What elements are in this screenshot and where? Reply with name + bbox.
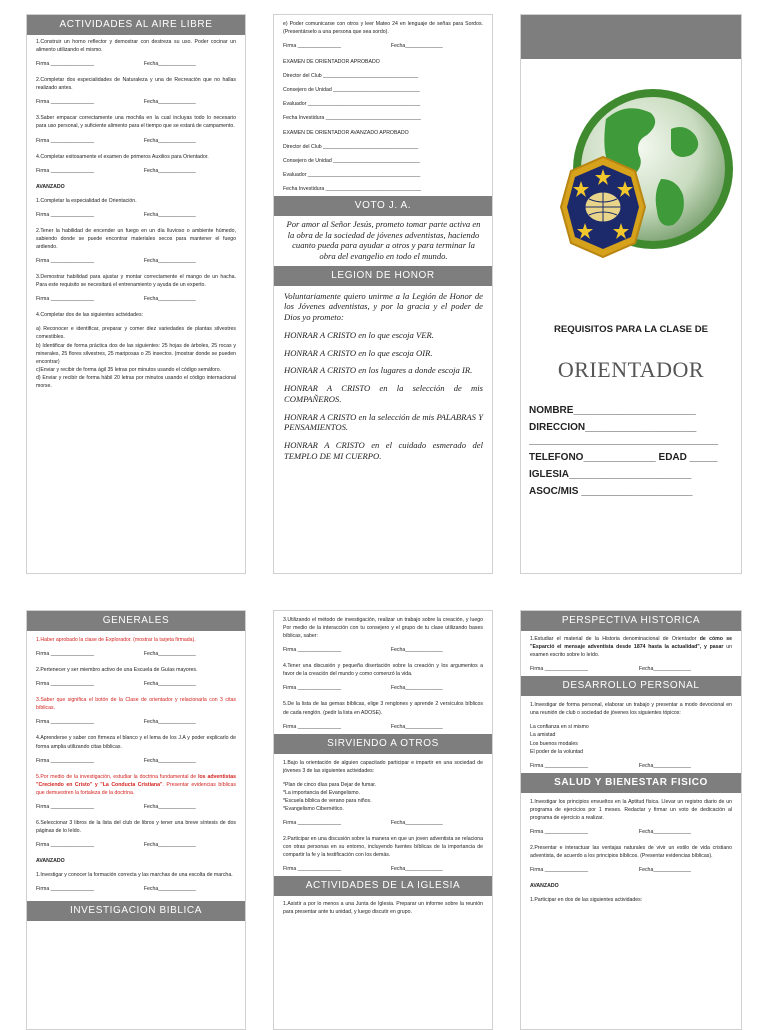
- voto-text: Por amor al Señor Jesús, prometo tomar parte activa en la obra de la sociedad de jóvenes adventistas, haciendo cuanto pueda para ayudar a otros y para terminar la obra del evangelio en todo el mundo.: [286, 218, 481, 262]
- adv-req-3: 3.Demostrar habilidad para ajustar y montar correctamente el mango de un hacha. Para este requisito se necesitará el entrenamiento y ayuda de un experto.: [36, 274, 236, 289]
- orientador-emblem: [521, 59, 742, 309]
- serv-req-1: 1.Bajo la orientación de alguien capacitado participar e impartir en una sociedad de jóvenes 3 de las siguientes actividades:: [283, 759, 483, 774]
- req-4: 4.Completar exitosamente el examen de primeros Auxilios para Orientador.: [36, 153, 209, 160]
- exam-advanced-approved: EXAMEN DE ORIENTADOR AVANZADO APROBADO: [283, 129, 409, 136]
- req-5e: e) Poder comunicarse con otros y leer Mateo 24 en lenguaje de señas para Sordos. (Presentárselo a una persona que sea sordo).: [283, 21, 483, 36]
- iglesia-req-1: 1.Asistir a por lo menos a una Junta de Iglesia. Preparar un informe sobre la reunión para presentar ante tu unidad, y luego discutir en grupo.: [283, 901, 483, 916]
- panel-cover: [520, 14, 742, 574]
- signature-line: Firma _______________ Fecha_____________: [36, 99, 196, 106]
- signature-line: Firma _______________ Fecha_____________: [36, 258, 196, 265]
- class-name: ORIENTADOR: [557, 357, 705, 382]
- health-req-2: 2.Presentar e interactuar las ventajas naturales de vivir un estilo de vida cristiano adventista, de acuerdo a los principios bíblicos. (Presentar evidencias bíblicas).: [530, 844, 732, 859]
- gen-req-6: 6.Seleccionar 3 libros de la lista del club de libros y tener una breve síntesis de dos páginas de lo leído.: [36, 819, 236, 834]
- section-header-investigacion-biblica: INVESTIGACION BIBLICA: [27, 901, 245, 921]
- signature-line: Firma _______________ Fecha_____________: [36, 757, 196, 764]
- gen-adv-req-1: 1.Investigar y conocer la formación correcta y las marchas de una escolta de marcha.: [36, 872, 233, 879]
- req-3: 3.Saber empacar correctamente una mochila en la cual incluyas todo lo necesario para uso personal, y suficiente alimento para el tiempo que se estará de campamento.: [36, 115, 236, 130]
- legion-text-block: [274, 286, 492, 462]
- signature-line: Firma _______________ Fecha_____________: [36, 211, 196, 218]
- gen-req-3: 3.Saber que significa el botón de la Clase de orientador y relacionarla con 3 citas bíblicas.: [36, 697, 236, 712]
- avanzado-heading: AVANZADO: [36, 183, 65, 190]
- topic-4: El poder de la voluntad: [530, 748, 584, 755]
- signature-line: Firma _______________ Fecha_____________: [530, 666, 691, 673]
- signature-line: Firma _______________ Fecha_____________: [36, 296, 196, 303]
- adv-req-4a: a) Reconocer e identificar, preparar y comer diez variedades de plantas silvestres comestibles.: [36, 326, 236, 341]
- serv-item-c: *Escuela bíblica de verano para niños.: [283, 797, 372, 804]
- signature-line: Firma _______________ Fecha_____________: [283, 685, 443, 692]
- signature-line: Firma _______________ Fecha_____________: [530, 762, 691, 769]
- signature-line: Firma _______________ Fecha_____________: [283, 866, 443, 873]
- gen-req-5: 5.Por medio de la investigación, estudiar la doctrina fundamental de los adventistas "Creciendo en Cristo" y "La Conducta Cristiana". Presentar evidencias bíblicas que demuestren la fortaleza de la doctrina.: [36, 773, 237, 796]
- section-header-voto: VOTO J. A.: [274, 196, 492, 216]
- honor-5: HONRAR A CRISTO en la selección de mis PALABRAS Y PENSAMIENTOS.: [284, 411, 483, 433]
- gen-req-2: 2.Pertenecer y ser miembro activo de una Escuela de Guías mayores.: [36, 667, 198, 674]
- section-header-legion: LEGION DE HONOR: [274, 266, 492, 286]
- evaluador-line: Evaluador _______________________________________: [283, 101, 421, 108]
- topic-3: Los buenos modales: [530, 740, 578, 747]
- panel-perspectiva: [520, 610, 742, 1030]
- fecha-investidura-line: Fecha Investidura _________________________________: [283, 115, 421, 122]
- req-1: 1.Construir un horno reflector y demostrar con destreza su uso. Poder cocinar un alimento utilizando el mismo.: [36, 39, 236, 54]
- inv-req-5: 5.De la lista de las gemas bíblicas, elige 3 renglones y aprende 2 versículos bíblicos de cada renglón. (pedir la lista en ADOSE).: [283, 701, 483, 716]
- gen-req-4: 4.Aprenderse y saber con firmeza el blanco y el lema de los J.A y poder explicarlo de forma amplia utilizando citas bíblicas.: [36, 735, 236, 750]
- voto-text-block: [274, 216, 492, 262]
- hist-req-1: 1.Estudiar el material de la Historia denominacional de Orientador de cómo se "Esparció el mensaje adventista desde 1874 hasta la actualidad", y pasar un examen escrito sobre lo leído.: [530, 636, 732, 659]
- panel-sirviendo: [273, 610, 493, 1030]
- serv-req-2: 2.Participar en una discusión sobre la manera en que un joven adventista se relaciona con otras personas en su entorno, incluyendo fuentes bíblicas de la importancia de compartir la fe y la testificación con los demás.: [283, 836, 483, 859]
- topic-1: La confianza en sí mismo: [530, 724, 589, 731]
- direccion-field[interactable]: DIRECCION____________________: [529, 422, 697, 433]
- signature-line: Firma _______________ Fecha_____________: [530, 867, 691, 874]
- signature-line: Firma _______________ Fecha_____________: [36, 842, 196, 848]
- signature-line: Firma _______________ Fecha_____________: [283, 43, 443, 50]
- section-header-generales: GENERALES: [27, 611, 245, 631]
- signature-line: Firma _______________ Fecha_____________: [36, 886, 196, 893]
- fecha-investidura-line-2: Fecha Investidura _________________________________: [283, 185, 421, 192]
- serv-item-a: *Plan de cinco días para Dejar de fumar.: [283, 781, 377, 788]
- signature-line: Firma _______________ Fecha_____________: [36, 167, 196, 174]
- adv-req-4b: b) Identificar de forma práctica dos de las siguientes: 25 hojas de árboles, 25 rocas y minerales, 25 flores silvestres, 25 mariposas o 25 insectos. (mostrar donde se pueden encontrar): [36, 342, 236, 365]
- legion-intro: Voluntariamente quiero unirme a la Legión de Honor de los Jóvenes adventistas, y por la gracia y el poder de Dios yo prometo:: [284, 290, 483, 323]
- direccion-field-2[interactable]: __________________________________: [529, 435, 719, 446]
- signature-line: Firma _______________ Fecha_____________: [36, 651, 196, 658]
- section-header-desarrollo: DESARROLLO PERSONAL: [521, 676, 741, 696]
- cover-form: [521, 383, 741, 497]
- honor-3: HONRAR A CRISTO en los lugares a donde escoja IR.: [284, 365, 473, 376]
- adv-req-4d: d) Enviar y recibir de forma hábil 20 letras por minutos usando el código internacional morse.: [36, 374, 236, 389]
- signature-line: Firma _______________ Fecha_____________: [283, 723, 443, 730]
- asoc-mis-field[interactable]: ASOC/MIS ____________________: [529, 486, 693, 497]
- section-header-salud: SALUD Y BIENESTAR FISICO: [521, 773, 741, 793]
- signature-line: Firma _______________ Fecha_____________: [36, 719, 196, 726]
- adv-req-1: 1.Completar la especialidad de Orientación.: [36, 197, 137, 204]
- inv-req-4: 4.Tener una discusión y pequeña disertación sobre la creación y los argumentos a favor de la creación del mundo y como comenzó la vida.: [283, 663, 483, 678]
- signature-line: Firma _______________ Fecha_____________: [530, 828, 691, 835]
- section-header-perspectiva: PERSPECTIVA HISTORICA: [521, 611, 741, 631]
- avanzado-heading: AVANZADO: [36, 858, 65, 865]
- panel-actividades-aire-libre: [26, 14, 246, 574]
- adv-req-4: 4.Completar dos de las siguientes actividades:: [36, 312, 143, 319]
- signature-line: Firma _______________ Fecha_____________: [283, 820, 443, 826]
- consejero-line: Consejero de Unidad ______________________________: [283, 87, 420, 94]
- section-header-actividades-iglesia: ACTIVIDADES DE LA IGLESIA: [274, 876, 492, 896]
- evaluador-line-2: Evaluador _______________________________________: [283, 171, 421, 178]
- health-adv-req-1: 1.Participar en dos de las siguientes actividades:: [530, 897, 643, 904]
- signature-line: Firma _______________ Fecha_____________: [36, 681, 196, 688]
- topic-2: La amistad: [530, 732, 556, 739]
- honor-1: HONRAR A CRISTO en lo que escoja VER.: [284, 329, 434, 340]
- adv-req-2: 2.Tener la habilidad de encender un fuego en un día lluvioso o ambiente húmedo, sabiendo donde se puede encontrar materiales secos para mantener el fuego ardiendo.: [36, 227, 236, 250]
- consejero-line-2: Consejero de Unidad ______________________________: [283, 157, 420, 164]
- section-header-aire-libre: ACTIVIDADES AL AIRE LIBRE: [27, 15, 245, 35]
- honor-4: HONRAR A CRISTO en la selección de mis COMPAÑEROS.: [284, 383, 483, 404]
- adv-req-4c: c)Enviar y recibir de forma ágil 35 letras por minutos usando el código semáforo.: [36, 366, 222, 373]
- panel-generales: [26, 610, 246, 1030]
- exam-approved: EXAMEN DE ORIENTADOR APROBADO: [283, 59, 380, 66]
- honor-2: HONRAR A CRISTO en lo que escoja OIR.: [284, 347, 433, 358]
- telefono-edad-field[interactable]: TELEFONO_____________ EDAD _____: [529, 452, 718, 463]
- req-2: 2.Completar dos especialidades de Naturaleza y una de Recreación que no hallas realizado antes.: [36, 77, 236, 92]
- health-req-1: 1.Investigar los principios envueltos en la Aptitud física. Llevar un registro diario de un programa de ejercicios por 1 meses. Redactar y firmar un voto de dedicación al programa de ejercicio a realizar.: [530, 798, 732, 821]
- avanzado-heading: AVANZADO: [530, 883, 559, 890]
- honor-6: HONRAR A CRISTO en el cuidado esmerado del TEMPLO DE MI CUERPO.: [284, 440, 483, 461]
- signature-line: Firma _______________ Fecha_____________: [36, 137, 196, 144]
- dev-req-1: 1.Investigar de forma personal, elaborar un trabajo y presentar a modo devocional en una reunión de club o sociedad de jóvenes los siguientes tópicos:: [530, 702, 732, 717]
- panel-examenes-voto: [273, 14, 493, 574]
- section-header-sirviendo: SIRVIENDO A OTROS: [274, 734, 492, 754]
- serv-item-d: *Evangelismo Cibernético.: [283, 805, 344, 812]
- gen-req-1: 1.Haber aprobado la clase de Explorador. (mostrar la tarjeta firmada).: [36, 637, 196, 643]
- cover-top-band: [521, 15, 741, 59]
- nombre-field[interactable]: NOMBRE______________________: [529, 405, 696, 416]
- signature-line: Firma _______________ Fecha_____________: [36, 803, 196, 810]
- cover-heading: REQUISITOS PARA LA CLASE DE: [553, 324, 709, 335]
- director-line-2: Director del Club _________________________________: [283, 143, 419, 150]
- signature-line: Firma _______________ Fecha_____________: [36, 61, 196, 68]
- inv-req-3: 3.Utilizando el método de investigación, realizar un trabajo sobre la creación, y luego Por medio de la interacción con tu consejero y el grupo de tu clase utilizando bases bíblicas, saber:: [283, 617, 483, 640]
- signature-line: Firma _______________ Fecha_____________: [283, 647, 443, 654]
- iglesia-field[interactable]: IGLESIA______________________: [529, 469, 692, 480]
- serv-item-b: *La importancia del Evangelismo.: [283, 789, 360, 796]
- director-line: Director del Club _________________________________: [283, 73, 419, 80]
